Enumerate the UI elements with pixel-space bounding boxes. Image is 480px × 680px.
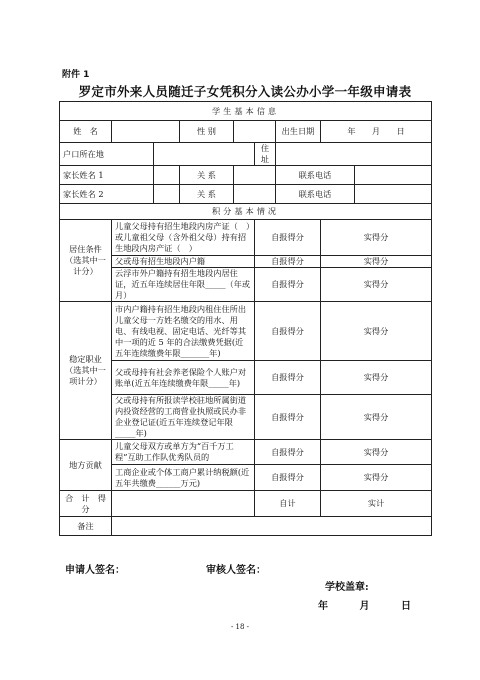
actual-score-3[interactable]: 实得分 xyxy=(321,268,432,302)
category-residence: 居住条件（选其中一计分） xyxy=(60,220,112,302)
parent1-phone-field[interactable] xyxy=(355,166,432,185)
self-score-5[interactable]: 自报得分 xyxy=(255,361,321,395)
form-title: 罗定市外来人员随迁子女凭积分入读公办小学一年级申请表 xyxy=(78,84,412,99)
actual-score-2[interactable]: 实得分 xyxy=(321,256,432,268)
actual-score-4[interactable]: 实得分 xyxy=(321,302,432,361)
parent1-label: 家长姓名 1 xyxy=(60,166,154,185)
score-item-3: 云浮市外户籍持有招生地段内居住证，近五年连续居住年限_____（年或月） xyxy=(112,268,255,302)
remarks-field[interactable] xyxy=(112,517,432,536)
remarks-label: 备注 xyxy=(60,517,112,536)
actual-score-7[interactable]: 实得分 xyxy=(321,440,432,465)
score-item-8: 工商企业或个体工商户累计纳税额(近五年共缴费______万元) xyxy=(112,465,255,491)
parent1-name-field[interactable] xyxy=(154,166,180,185)
school-seal: 学校盖章: xyxy=(325,582,369,593)
address-field[interactable] xyxy=(276,143,432,166)
category-contribution: 地方贡献 xyxy=(60,440,112,491)
attachment-label: 附件 1 xyxy=(62,70,90,80)
parent2-phone-label: 联系电话 xyxy=(276,185,355,204)
self-score-2[interactable]: 自报得分 xyxy=(255,256,321,268)
actual-score-5[interactable]: 实得分 xyxy=(321,361,432,395)
application-form-table xyxy=(59,101,432,536)
parent1-relation-label: 关 系 xyxy=(180,166,234,185)
score-item-7: 儿童父母双方或单方为“百千万工程”互助工作队优秀队员的 xyxy=(112,440,255,465)
score-item-2: 父或母有招生地段内户籍 xyxy=(112,256,255,268)
actual-score-1[interactable]: 实得分 xyxy=(321,220,432,256)
page-number: - 18 - xyxy=(230,623,250,631)
parent2-phone-field[interactable] xyxy=(355,185,432,204)
actual-score-8[interactable]: 实得分 xyxy=(321,465,432,491)
applicant-signature[interactable]: 申请人签名： xyxy=(65,565,125,576)
gender-field[interactable] xyxy=(234,121,276,143)
parent2-name-field[interactable] xyxy=(154,185,180,204)
score-item-5: 父或母持有社会养老保险个人账户对账单(近五年连续缴费年限_____年) xyxy=(112,361,255,395)
name-field[interactable] xyxy=(112,121,180,143)
score-item-4: 市内户籍持有招生地段内租住住所出儿童父母一方姓名缴交的用水、用电、有线电视、固定电话、光纤等其中一项的近 5 年的合法缴费凭据(近五年连续缴费年限_______年) xyxy=(112,302,255,361)
hukou-label: 户口所在地 xyxy=(60,143,154,166)
actual-total[interactable]: 实计 xyxy=(321,491,432,517)
birth-date-label: 出生日期 xyxy=(276,121,321,143)
birth-date-field[interactable]: 年 月 日 xyxy=(321,121,432,143)
self-score-4[interactable]: 自报得分 xyxy=(255,302,321,361)
sign-date[interactable]: 年 月 日 xyxy=(318,601,425,612)
address-label: 住 址 xyxy=(255,143,276,166)
score-item-1: 儿童父母持有招生地段内房产证（ ）或儿童祖父母（含外祖父母）持有招生地段内房产证（ ） xyxy=(112,220,255,256)
parent1-phone-label: 联系电话 xyxy=(276,166,355,185)
total-blank xyxy=(112,491,255,517)
category-employment: 稳定职业（选其中一项计分） xyxy=(60,302,112,440)
self-score-8[interactable]: 自报得分 xyxy=(255,465,321,491)
parent2-label: 家长姓名 2 xyxy=(60,185,154,204)
actual-score-6[interactable]: 实得分 xyxy=(321,395,432,440)
self-score-1[interactable]: 自报得分 xyxy=(255,220,321,256)
parent2-relation-field[interactable] xyxy=(234,185,276,204)
self-score-3[interactable]: 自报得分 xyxy=(255,268,321,302)
parent2-relation-label: 关 系 xyxy=(180,185,234,204)
self-total[interactable]: 自计 xyxy=(255,491,321,517)
score-info-header: 积分基本情况 xyxy=(60,204,432,220)
reviewer-signature[interactable]: 审核人签名： xyxy=(206,565,266,576)
score-item-6: 父或母持有所报读学校驻地所属街道内投资经营的工商营业执照或民办非企业登记证(近五年连续登记年限_____年) xyxy=(112,395,255,440)
total-score-label: 合 计 得 分 xyxy=(60,491,112,517)
gender-label: 性 别 xyxy=(180,121,234,143)
name-label: 姓 名 xyxy=(60,121,112,143)
self-score-6[interactable]: 自报得分 xyxy=(255,395,321,440)
self-score-7[interactable]: 自报得分 xyxy=(255,440,321,465)
hukou-field[interactable] xyxy=(154,143,255,166)
basic-info-header: 学生基本信息 xyxy=(60,102,432,121)
parent1-relation-field[interactable] xyxy=(234,166,276,185)
